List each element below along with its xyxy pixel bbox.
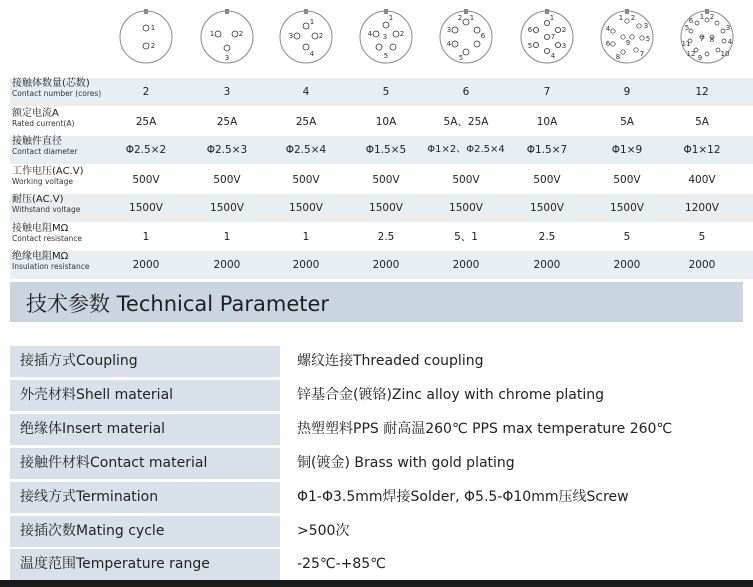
footer-strip bbox=[0, 580, 753, 587]
pin-label: 1 bbox=[469, 14, 475, 22]
spec-label-zh: 接触电阻MΩ bbox=[12, 223, 69, 234]
param-value: Φ1-Φ3.5mm焊接Solder, Φ5.5-Φ10mm压线Screw bbox=[280, 482, 743, 513]
param-row-contact-material bbox=[10, 448, 743, 479]
spec-label bbox=[12, 252, 116, 272]
spec-label bbox=[12, 224, 116, 244]
spec-value: 5A bbox=[620, 116, 634, 128]
spec-value: 2000 bbox=[213, 259, 241, 271]
section-title: 技术参数 Technical Parameter bbox=[26, 292, 330, 316]
pin-label: 2 bbox=[318, 32, 324, 40]
pin-label: 2 bbox=[238, 30, 244, 38]
pin-label: 1 bbox=[209, 30, 215, 38]
spec-label bbox=[12, 137, 116, 157]
pin-label: 8 bbox=[615, 53, 621, 61]
spec-value: 500V bbox=[533, 174, 561, 186]
pin-label: 4 bbox=[727, 38, 733, 46]
spec-label bbox=[12, 167, 116, 187]
pin-label: 4 bbox=[550, 52, 556, 60]
spec-value: 2 bbox=[142, 86, 150, 98]
spec-value: 10A bbox=[536, 116, 558, 128]
connector-5pin-icon bbox=[346, 0, 426, 78]
spec-value: 9 bbox=[623, 86, 631, 98]
connector-4pin-icon bbox=[266, 0, 346, 78]
pin-label: 3 bbox=[725, 24, 731, 32]
spec-value: 1500V bbox=[610, 202, 644, 214]
spec-label bbox=[12, 79, 116, 99]
spec-value: 1500V bbox=[530, 202, 564, 214]
spec-label-zh: 接触件直径 bbox=[12, 136, 62, 147]
spec-row-contact-number bbox=[10, 78, 753, 106]
spec-label-en: Insulation resistance bbox=[12, 262, 90, 271]
pin-label: 3 bbox=[224, 54, 230, 62]
spec-table bbox=[10, 78, 753, 278]
spec-value: Φ2.5×4 bbox=[285, 144, 327, 156]
pin-label: 5 bbox=[527, 42, 533, 50]
spec-label bbox=[12, 195, 116, 215]
spec-value: 500V bbox=[452, 174, 480, 186]
spec-value: Φ2.5×2 bbox=[125, 144, 167, 156]
param-value: 铜(镀金) Brass with gold plating bbox=[280, 448, 743, 479]
spec-label bbox=[12, 109, 116, 129]
spec-value: Φ1.5×7 bbox=[526, 144, 568, 156]
pin-label: 1 bbox=[699, 13, 705, 21]
spec-label-en: Working voltage bbox=[12, 177, 73, 186]
param-row-temperature-range bbox=[10, 549, 743, 580]
spec-row-working-voltage bbox=[10, 166, 753, 194]
param-value: 螺纹连接Threaded coupling bbox=[280, 346, 743, 377]
pin-label: 3 bbox=[561, 42, 567, 50]
spec-value: 1 bbox=[142, 231, 150, 243]
pin-label: 2 bbox=[150, 42, 156, 50]
connector-9pin-icon bbox=[587, 0, 667, 78]
spec-value: 25A bbox=[295, 116, 317, 128]
pin-label: 2 bbox=[709, 13, 715, 21]
spec-label-zh: 接触体数量(芯数) bbox=[12, 78, 90, 89]
pin-label: 4 bbox=[367, 30, 373, 38]
connector-2pin-icon bbox=[106, 0, 186, 78]
spec-label-en: Rated current(A) bbox=[12, 119, 75, 128]
pin-label: 8 bbox=[709, 36, 715, 44]
spec-label-en: Contact number (cores) bbox=[12, 89, 102, 98]
pin-label: 9 bbox=[697, 54, 703, 62]
spec-row-contact-diameter bbox=[10, 136, 753, 164]
param-row-mating-cycle bbox=[10, 516, 743, 547]
spec-value: 2.5 bbox=[538, 231, 556, 243]
pin-label: 5 bbox=[645, 35, 651, 43]
pin-label: 7 bbox=[550, 33, 556, 41]
spec-value: 2000 bbox=[132, 259, 160, 271]
spec-value: 7 bbox=[543, 86, 551, 98]
spec-value: 2000 bbox=[372, 259, 400, 271]
spec-value: 1500V bbox=[289, 202, 323, 214]
spec-value: 2000 bbox=[613, 259, 641, 271]
pin-label: 6 bbox=[527, 26, 533, 34]
spec-value: 5 bbox=[698, 231, 706, 243]
pin-label: 6 bbox=[605, 40, 611, 48]
connector-3pin-icon bbox=[187, 0, 267, 78]
param-value: >500次 bbox=[280, 516, 743, 547]
spec-value: 2000 bbox=[292, 259, 320, 271]
spec-value: 1 bbox=[302, 231, 310, 243]
spec-value: 5、1 bbox=[454, 231, 478, 243]
spec-value: 2000 bbox=[533, 259, 561, 271]
pin-label: 5 bbox=[383, 52, 389, 60]
spec-value: Φ1.5×5 bbox=[365, 144, 407, 156]
spec-value: 25A bbox=[216, 116, 238, 128]
pin-label: 4 bbox=[309, 50, 315, 58]
param-label: 接插方式Coupling bbox=[20, 353, 138, 369]
pin-label: 5 bbox=[458, 54, 464, 62]
spec-value: 500V bbox=[213, 174, 241, 186]
spec-row-withstand-voltage bbox=[10, 194, 753, 222]
pin-label: 4 bbox=[605, 25, 611, 33]
param-value: -25℃-+85℃ bbox=[280, 549, 743, 580]
pin-label: 1 bbox=[150, 24, 156, 32]
spec-value: 10A bbox=[375, 116, 397, 128]
spec-value: 5 bbox=[382, 86, 390, 98]
pin-label: 7 bbox=[699, 35, 705, 43]
spec-value: 5 bbox=[623, 231, 631, 243]
spec-value: 5A bbox=[695, 116, 709, 128]
spec-value: 2.5 bbox=[377, 231, 395, 243]
pin-label: 3 bbox=[446, 26, 452, 34]
spec-value: 4 bbox=[302, 86, 310, 98]
pin-label: 3 bbox=[382, 33, 388, 41]
pin-label: 1 bbox=[309, 18, 315, 26]
spec-value: 1500V bbox=[210, 202, 244, 214]
pin-label: 1 bbox=[618, 14, 624, 22]
pin-label: 1 bbox=[388, 14, 394, 22]
pin-label: 1 bbox=[549, 14, 555, 22]
spec-value: 12 bbox=[695, 86, 709, 98]
spec-value: Φ1×9 bbox=[611, 144, 643, 156]
spec-value: Φ1×2、Φ2.5×4 bbox=[427, 144, 505, 155]
spec-value: Φ1×12 bbox=[683, 144, 721, 156]
connector-diagrams-row bbox=[0, 0, 753, 78]
pin-label: 11 bbox=[681, 40, 691, 48]
spec-label-zh: 绝缘电阻MΩ bbox=[12, 251, 69, 262]
spec-value: 500V bbox=[613, 174, 641, 186]
section-title-bar bbox=[10, 282, 743, 322]
param-value: 热塑塑料PPS 耐高温260℃ PPS max temperature 260℃ bbox=[280, 414, 743, 445]
pin-label: 7 bbox=[639, 50, 645, 58]
param-label: 外壳材料Shell material bbox=[20, 387, 174, 403]
spec-label-en: Withstand voltage bbox=[12, 205, 81, 214]
spec-label-zh: 工作电压(AC.V) bbox=[12, 166, 84, 177]
pin-label: 2 bbox=[630, 14, 636, 22]
connector-6pin-icon bbox=[426, 0, 506, 78]
pin-label: 2 bbox=[399, 30, 405, 38]
param-row-insert-material bbox=[10, 414, 743, 445]
pin-label: 10 bbox=[720, 50, 730, 58]
spec-value: 25A bbox=[135, 116, 157, 128]
pin-label: 9 bbox=[625, 39, 631, 47]
spec-value: 500V bbox=[292, 174, 320, 186]
spec-value: 400V bbox=[688, 174, 716, 186]
pin-label: 2 bbox=[561, 26, 567, 34]
pin-label: 3 bbox=[288, 32, 294, 40]
spec-value: 6 bbox=[462, 86, 470, 98]
param-label: 绝缘体Insert material bbox=[20, 421, 166, 437]
spec-value: 500V bbox=[372, 174, 400, 186]
spec-value: 3 bbox=[223, 86, 231, 98]
spec-label-zh: 耐压(AC.V) bbox=[12, 194, 64, 205]
spec-value: 500V bbox=[132, 174, 160, 186]
param-label: 接插次数Mating cycle bbox=[20, 523, 165, 539]
param-value: 锌基合金(镀铬)Zinc alloy with chrome plating bbox=[280, 380, 743, 411]
param-row-shell-material bbox=[10, 380, 743, 411]
param-row-termination bbox=[10, 482, 743, 513]
spec-label-en: Contact diameter bbox=[12, 147, 78, 156]
spec-value: 2000 bbox=[452, 259, 480, 271]
spec-value: 1500V bbox=[449, 202, 483, 214]
pin-label: 2 bbox=[457, 14, 463, 22]
param-label: 接触件材料Contact material bbox=[20, 455, 208, 471]
connector-12pin-icon bbox=[667, 0, 747, 78]
spec-row-rated-current bbox=[10, 108, 753, 136]
spec-row-contact-resistance bbox=[10, 223, 753, 251]
spec-row-insulation-resistance bbox=[10, 251, 753, 279]
pin-label: 5 bbox=[684, 24, 690, 32]
spec-value: Φ2.5×3 bbox=[206, 144, 248, 156]
spec-value: 1500V bbox=[129, 202, 163, 214]
spec-value: 1200V bbox=[685, 202, 719, 214]
spec-value: 2000 bbox=[688, 259, 716, 271]
spec-value: 5A、25A bbox=[443, 116, 489, 128]
pin-label: 3 bbox=[643, 22, 649, 30]
connector-7pin-icon bbox=[507, 0, 587, 78]
spec-value: 1 bbox=[223, 231, 231, 243]
spec-label-zh: 额定电流A bbox=[12, 108, 59, 119]
spec-label-en: Contact resistance bbox=[12, 234, 83, 243]
pin-label: 12 bbox=[686, 50, 696, 58]
spec-value: 1500V bbox=[369, 202, 403, 214]
pin-label: 6 bbox=[688, 17, 694, 25]
pin-label: 6 bbox=[480, 32, 486, 40]
param-row-coupling bbox=[10, 346, 743, 377]
param-label: 温度范围Temperature range bbox=[20, 556, 210, 572]
pin-label: 4 bbox=[446, 40, 452, 48]
param-label: 接线方式Termination bbox=[20, 489, 159, 505]
